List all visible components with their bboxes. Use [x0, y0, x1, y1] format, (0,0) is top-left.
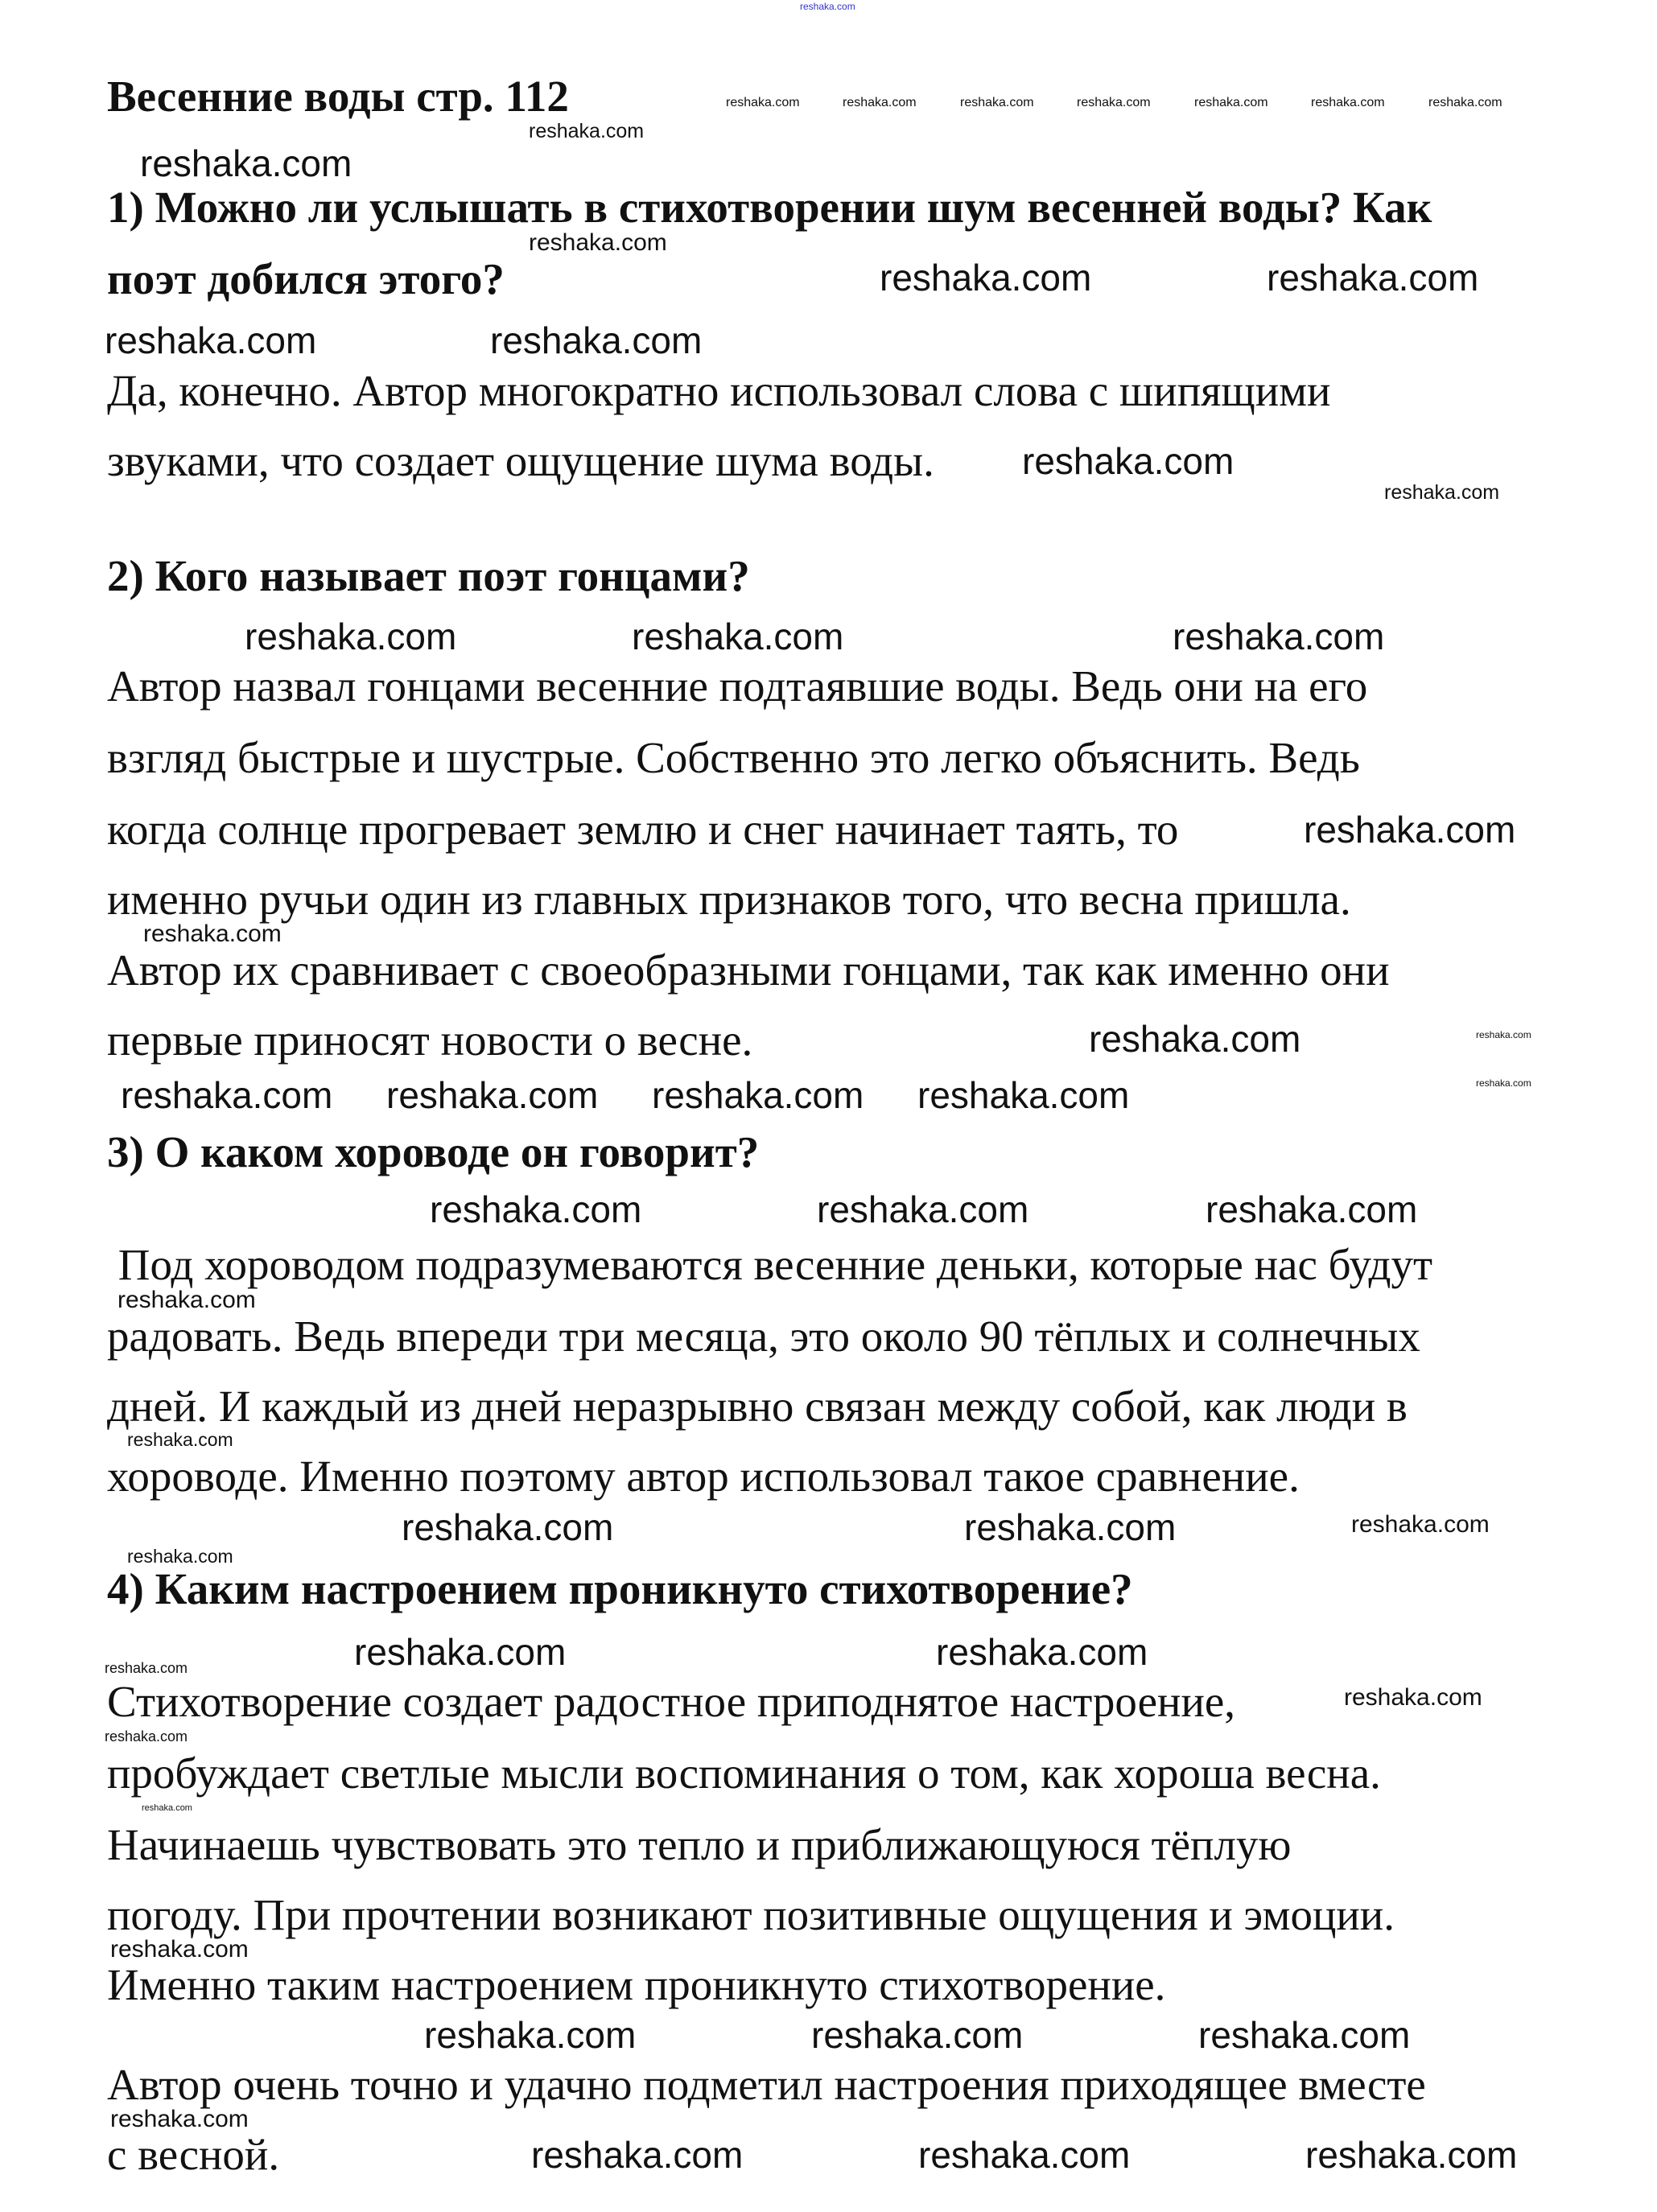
question-1-line-2: поэт добился этого?: [107, 254, 505, 303]
watermark: reshaka.com: [140, 142, 352, 184]
watermark: reshaka.com: [245, 616, 457, 657]
watermark: reshaka.com: [490, 319, 703, 361]
answer-2-line-1: Автор назвал гонцами весенние подтаявшие воды. Ведь они на его: [107, 661, 1368, 711]
watermark: reshaka.com: [430, 1188, 642, 1230]
answer-4b-line-2: с весной.: [107, 2130, 280, 2179]
watermark: reshaka.com: [1311, 96, 1385, 109]
watermark: reshaka.com: [1305, 2134, 1518, 2176]
page-title: Весенние воды стр. 112: [107, 72, 569, 121]
answer-3-line-1: Под хороводом подразумеваются весенние деньки, которые нас будут: [107, 1240, 1433, 1289]
watermark: reshaka.com: [811, 2014, 1024, 2056]
watermark: reshaka.com: [880, 257, 1092, 299]
watermark: reshaka.com: [726, 96, 800, 109]
watermark: reshaka.com: [817, 1188, 1029, 1230]
answer-2-line-3: когда солнце прогревает землю и снег начинает таять, то: [107, 805, 1179, 854]
answer-2-line-6: первые приносят новости о весне.: [107, 1015, 753, 1065]
question-3: 3) О каком хороводе он говорит?: [107, 1127, 760, 1176]
question-2: 2) Кого называет поэт гонцами?: [107, 551, 750, 600]
watermark: reshaka.com: [105, 1728, 188, 1744]
answer-2-line-5: Автор их сравнивает с своеобразными гонцами, так как именно они: [107, 945, 1390, 995]
watermark: reshaka.com: [424, 2014, 637, 2056]
watermark: reshaka.com: [1089, 1018, 1301, 1060]
watermark: reshaka.com: [110, 1936, 249, 1963]
watermark: reshaka.com: [917, 1074, 1130, 1116]
watermark: reshaka.com: [105, 319, 317, 361]
watermark: reshaka.com: [1476, 1077, 1531, 1089]
watermark: reshaka.com: [1384, 481, 1500, 504]
watermark: reshaka.com: [105, 1660, 188, 1676]
watermark: reshaka.com: [918, 2134, 1131, 2176]
watermark: reshaka.com: [1476, 1029, 1531, 1040]
watermark: reshaka.com: [1428, 96, 1502, 109]
watermark: reshaka.com: [652, 1074, 864, 1116]
watermark: reshaka.com: [960, 96, 1034, 109]
watermark: reshaka.com: [354, 1631, 567, 1673]
watermark: reshaka.com: [1198, 2014, 1411, 2056]
watermark: reshaka.com: [1267, 257, 1479, 299]
watermark: reshaka.com: [110, 2106, 249, 2132]
watermark: reshaka.com: [1344, 1684, 1482, 1711]
answer-4-line-4: погоду. При прочтении возникают позитивные ощущения и эмоции.: [107, 1890, 1395, 1939]
watermark: reshaka.com: [632, 616, 844, 657]
answer-4b-line-1: Автор очень точно и удачно подметил настроения приходящее вместе: [107, 2060, 1426, 2109]
watermark: reshaka.com: [1194, 96, 1268, 109]
watermark: reshaka.com: [143, 921, 282, 947]
watermark: reshaka.com: [402, 1506, 614, 1548]
answer-2-line-4: именно ручьи один из главных признаков того, что весна пришла.: [107, 875, 1351, 924]
watermark: reshaka.com: [1173, 616, 1385, 657]
answer-4-line-3: Начинаешь чувствовать это тепло и приближающуюся тёплую: [107, 1820, 1292, 1869]
answer-4-line-5: Именно таким настроением проникнуто стихотворение.: [107, 1960, 1166, 2009]
watermark: reshaka.com: [843, 96, 917, 109]
watermark: reshaka.com: [1206, 1188, 1418, 1230]
watermark: reshaka.com: [117, 1287, 256, 1313]
watermark: reshaka.com: [127, 1429, 233, 1450]
question-1-line-1: 1) Можно ли услышать в стихотворении шум весенней воды? Как: [107, 183, 1432, 232]
watermark: reshaka.com: [529, 120, 645, 142]
answer-2-line-2: взгляд быстрые и шустрые. Собственно это легко объяснить. Ведь: [107, 733, 1360, 782]
watermark: reshaka.com: [1022, 440, 1235, 482]
watermark: reshaka.com: [936, 1631, 1148, 1673]
answer-3-line-2: радовать. Ведь впереди три месяца, это около 90 тёплых и солнечных: [107, 1312, 1420, 1361]
answer-4-line-1: Стихотворение создает радостное приподнятое настроение,: [107, 1677, 1236, 1726]
watermark: reshaka.com: [142, 1803, 192, 1813]
watermark: reshaka.com: [964, 1506, 1177, 1548]
answer-4-line-2: пробуждает светлые мысли воспоминания о том, как хороша весна.: [107, 1749, 1381, 1798]
answer-1-line-2: звуками, что создает ощущение шума воды.: [107, 436, 934, 485]
watermark: reshaka.com: [529, 229, 667, 256]
watermark: reshaka.com: [800, 1, 855, 12]
answer-3-line-3: дней. И каждый из дней неразрывно связан между собой, как люди в: [107, 1382, 1408, 1431]
watermark: reshaka.com: [1304, 809, 1516, 851]
answer-1-line-1: Да, конечно. Автор многократно использовал слова с шипящими: [107, 366, 1331, 415]
question-4: 4) Каким настроением проникнуто стихотворение?: [107, 1564, 1133, 1613]
watermark: reshaka.com: [531, 2134, 744, 2176]
watermark: reshaka.com: [127, 1546, 233, 1567]
watermark: reshaka.com: [1077, 96, 1151, 109]
watermark: reshaka.com: [121, 1074, 333, 1116]
watermark: reshaka.com: [386, 1074, 599, 1116]
watermark: reshaka.com: [1351, 1511, 1490, 1538]
answer-3-line-4: хороводе. Именно поэтому автор использовал такое сравнение.: [107, 1452, 1300, 1501]
